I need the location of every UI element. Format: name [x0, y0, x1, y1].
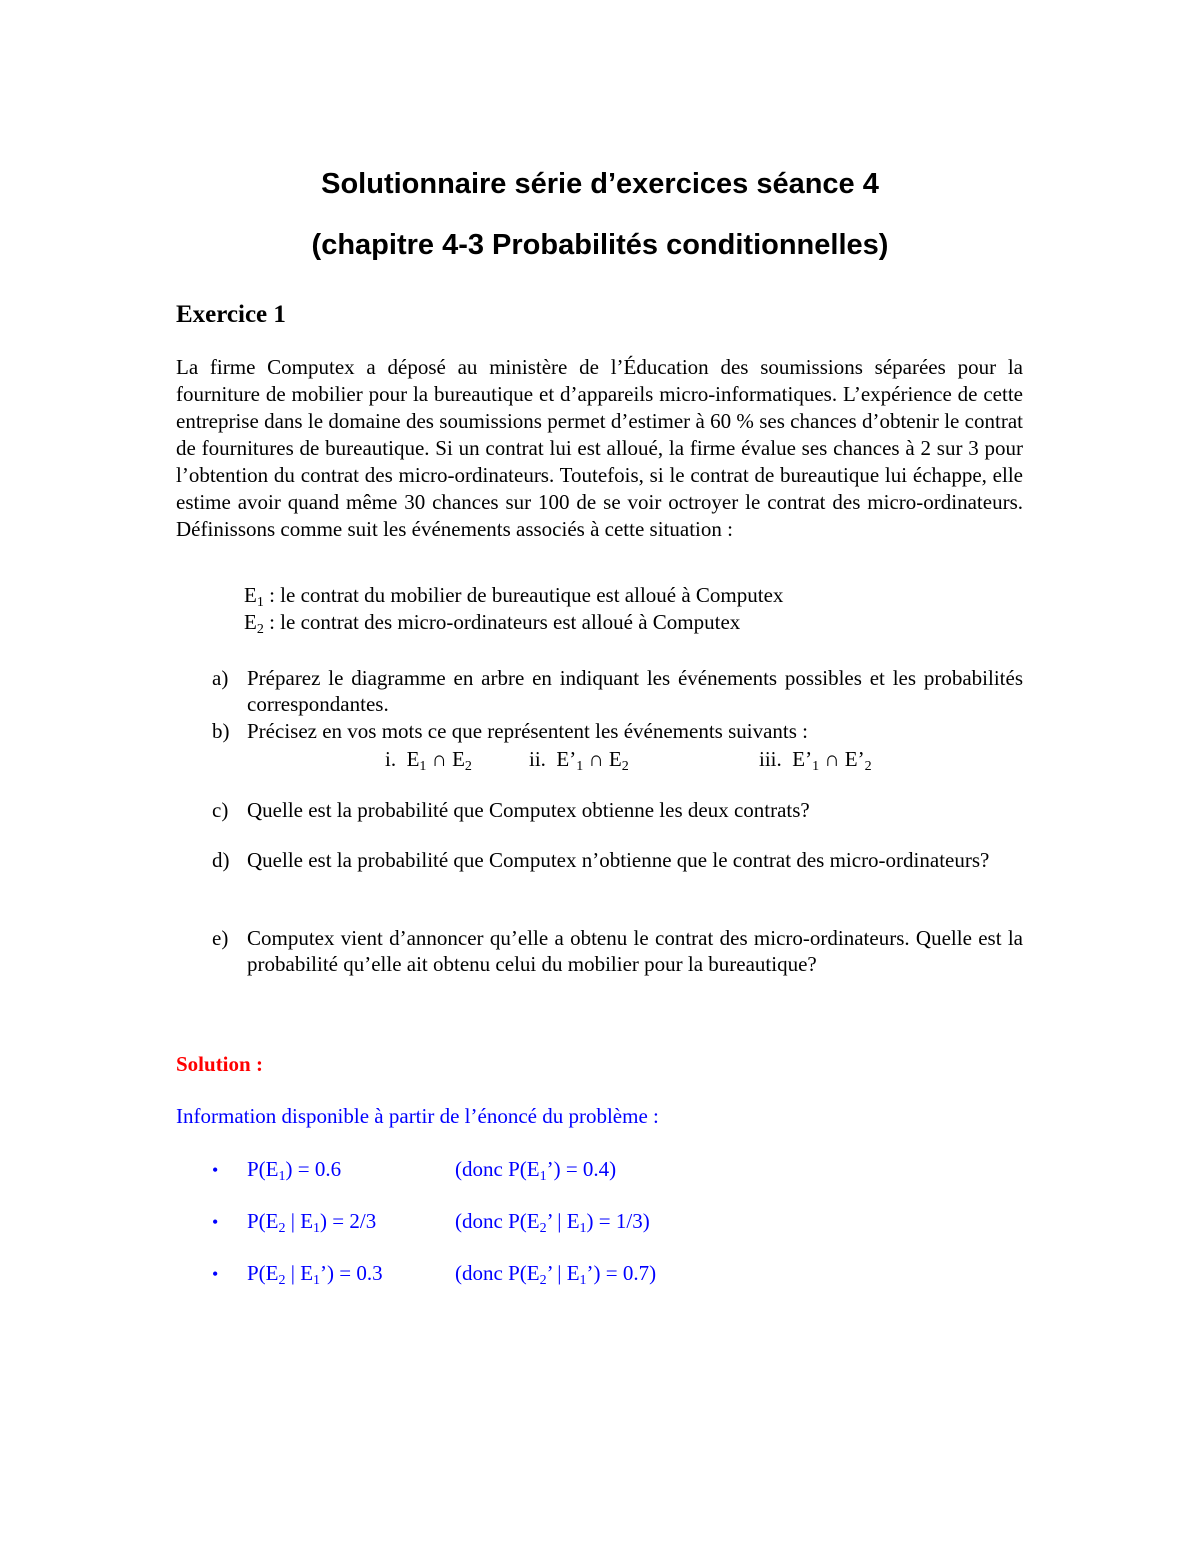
solution-intro: Information disponible à partir de l’énoncé du problème :	[176, 1104, 659, 1128]
bullet-icon: •	[212, 1264, 219, 1284]
question-d: Quelle est la probabilité que Computex n’obtienne que le contrat des micro-ordinateurs?	[247, 848, 990, 872]
question-letter-b: b)	[212, 719, 230, 743]
sub-item-iii: iii. $E’_1$ ∩ $E’_2$	[759, 747, 872, 774]
given-probability-2: $P(E_2$ | $E_1) = 2/3$	[247, 1209, 377, 1236]
given-probability-1: $P(E_1) = 0.6$	[247, 1157, 342, 1184]
derived-probability-2: (donc $P(E_2$’ | $E_1) = 1/3$)	[455, 1209, 650, 1236]
derived-probability-1: (donc $P(E_1’) = 0.4$)	[455, 1157, 617, 1184]
bullet-icon: •	[212, 1160, 219, 1180]
question-a: Préparez le diagramme en arbre en indiquant les événements possibles et les probabilités correspondantes.	[247, 666, 1023, 716]
solution-label: Solution :	[176, 1052, 263, 1076]
exercise-statement: La firme Computex a déposé au ministère de l’Éducation des soumissions séparées pour la fourniture de mobilier pour la bureautique et d’appareils micro-informatiques. L’expérience de cette entreprise dans le domaine des soumissions permet d’estimer à 60 % ses chances d’obtenir le contrat de fournitures de bureautique. Si un contrat lui est alloué, la firme évalue ses chances à 2 sur 3 pour l’obtention du contrat des micro-ordinateurs. Toutefois, si le contrat de bureautique lui échappe, elle estime avoir quand même 30 chances sur 100 de se voir octroyer le contrat des micro-ordinateurs. Définissons comme suit les événements associés à cette situation :	[176, 355, 1023, 541]
exercise-heading: Exercice 1	[176, 301, 286, 328]
question-letter-e: e)	[212, 926, 229, 950]
given-probability-3: $P(E_2$ | $E_1’) = 0.3$	[247, 1261, 383, 1288]
sub-item-i: i. $E_1$ ∩ $E_2$	[385, 747, 472, 774]
bullet-icon: •	[212, 1212, 219, 1232]
document-title: Solutionnaire série d’exercices séance 4	[321, 168, 879, 200]
document-subtitle: (chapitre 4-3 Probabilités conditionnelles)	[311, 229, 889, 261]
question-b: Précisez en vos mots ce que représentent les événements suivants :	[247, 719, 808, 743]
question-letter-c: c)	[212, 798, 229, 822]
sub-item-ii: ii. $E’_1$ ∩ $E_2$	[529, 747, 629, 774]
question-letter-a: a)	[212, 666, 229, 690]
derived-probability-3: (donc $P(E_2$’ | $E_1’) = 0.7$)	[455, 1261, 657, 1288]
event-definition-e2: $E_2$ : le contrat des micro-ordinateurs est alloué à Computex	[244, 610, 741, 637]
question-e: Computex vient d’annoncer qu’elle a obtenu le contrat des micro-ordinateurs. Quelle est la probabilité qu’elle ait obtenu celui du mobilier pour la bureautique?	[247, 926, 1023, 976]
question-c: Quelle est la probabilité que Computex obtienne les deux contrats?	[247, 798, 810, 822]
event-definition-e1: $E_1$ : le contrat du mobilier de bureautique est alloué à Computex	[244, 583, 784, 610]
question-letter-d: d)	[212, 848, 230, 872]
